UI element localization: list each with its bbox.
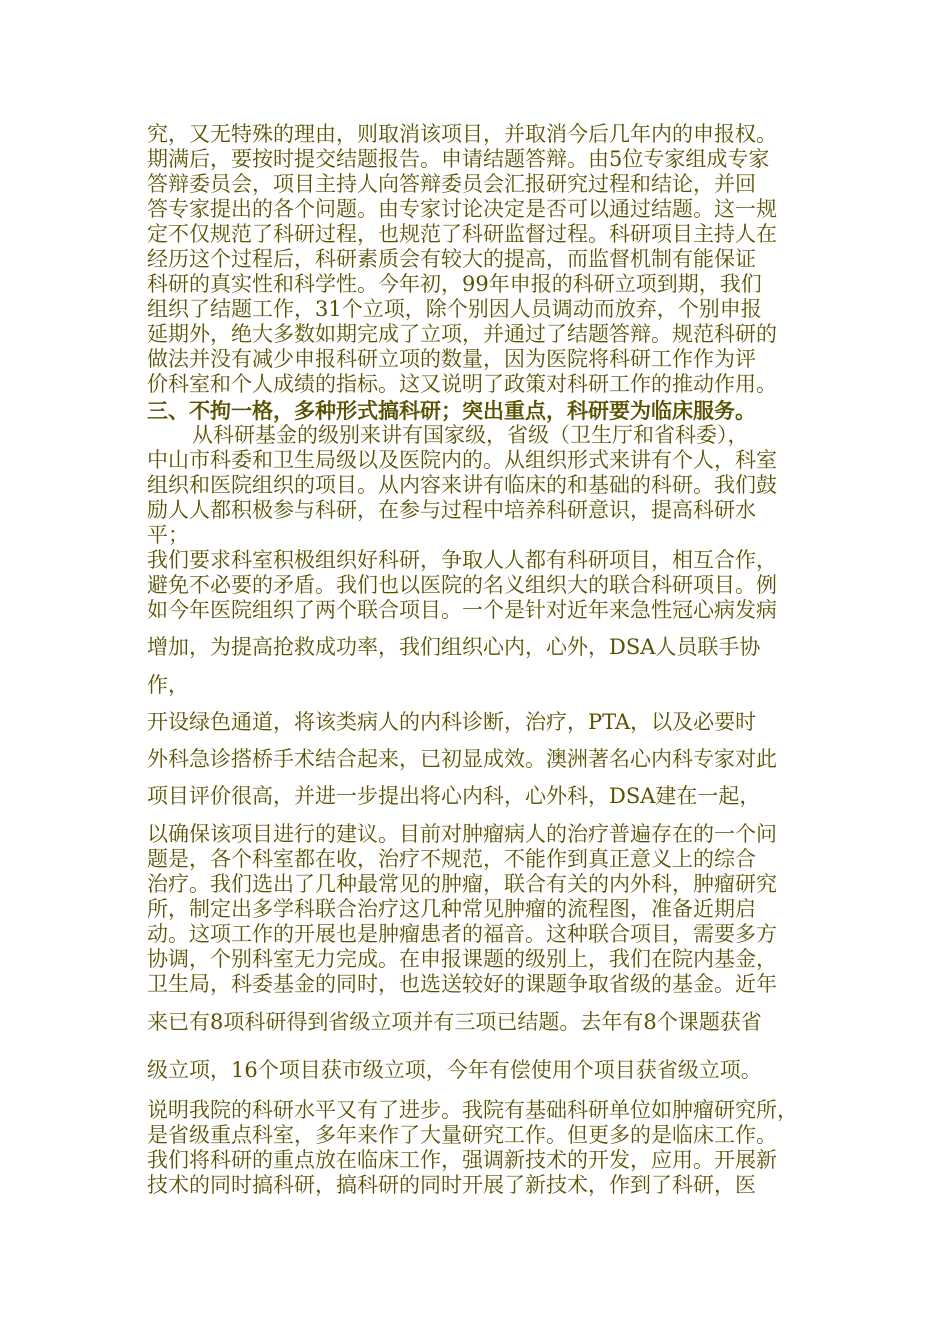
text-line: 我们要求科室积极组织好科研，争取人人都有科研项目，相互合作， — [147, 548, 777, 572]
text-line: 说明我院的科研水平又有了进步。我院有基础科研单位如肿瘤研究所， — [147, 1098, 798, 1122]
text-line: 经历这个过程后，科研素质会有较大的提高，而监督机制有能保证 — [147, 247, 756, 271]
text-line: 动。这项工作的开展也是肿瘤患者的福音。这种联合项目，需要多方 — [147, 922, 777, 946]
text-line: 来已有8项科研得到省级立项并有三项已结题。去年有8个课题获省 — [147, 1010, 762, 1034]
text-line: 作， — [147, 673, 189, 697]
text-line: 价科室和个人成绩的指标。这又说明了政策对科研工作的推动作用。 — [147, 372, 777, 396]
text-line: 增加，为提高抢救成功率，我们组织心内，心外，DSA人员联手协 — [147, 635, 761, 659]
text-line: 科研的真实性和科学性。今年初，99年申报的科研立项到期，我们 — [147, 272, 762, 296]
text-line: 延期外，绝大多数如期完成了立项，并通过了结题答辩。规范科研的 — [147, 322, 777, 346]
text-line: 协调，个别科室无力完成。在申报课题的级别上，我们在院内基金， — [147, 947, 777, 971]
text-line: 从科研基金的级别来讲有国家级，省级（卫生厅和省科委）， — [192, 423, 749, 447]
text-line: 究，又无特殊的理由，则取消该项目，并取消今后几年内的申报权。 — [147, 122, 777, 146]
text-line: 答辩委员会，项目主持人向答辩委员会汇报研究过程和结论，并回 — [147, 172, 756, 196]
text-line: 以确保该项目进行的建议。目前对肿瘤病人的治疗普遍存在的一个问 — [147, 822, 777, 846]
text-line: 做法并没有减少申报科研立项的数量，因为医院将科研工作作为评 — [147, 347, 756, 371]
text-line: 中山市科委和卫生局级以及医院内的。从组织形式来讲有个人，科室 — [147, 448, 777, 472]
text-line: 答专家提出的各个问题。由专家讨论决定是否可以通过结题。这一规 — [147, 197, 777, 221]
text-line: 所，制定出多学科联合治疗这几种常见肿瘤的流程图，准备近期启 — [147, 897, 756, 921]
text-line: 题是，各个科室都在收，治疗不规范，不能作到真正意义上的综合 — [147, 847, 756, 871]
text-line: 组织了结题工作，31个立项，除个别因人员调动而放弃，个别申报 — [147, 297, 762, 321]
text-line: 组织和医院组织的项目。从内容来讲有临床的和基础的科研。我们鼓 — [147, 473, 777, 497]
text-line: 定不仅规范了科研过程，也规范了科研监督过程。科研项目主持人在 — [147, 222, 777, 246]
text-line: 避免不必要的矛盾。我们也以医院的名义组织大的联合科研项目。例 — [147, 573, 777, 597]
section-heading: 三、不拘一格，多种形式搞科研；突出重点，科研要为临床服务。 — [147, 398, 756, 423]
text-line: 期满后，要按时提交结题报告。申请结题答辩。由5位专家组成专家 — [147, 147, 770, 171]
text-line: 我们将科研的重点放在临床工作，强调新技术的开发，应用。开展新 — [147, 1148, 777, 1172]
text-line: 开设绿色通道，将该类病人的内科诊断，治疗，PTA，以及必要时 — [147, 710, 757, 734]
text-line: 项目评价很高，并进一步提出将心内科，心外科，DSA建在一起， — [147, 784, 761, 808]
text-line: 级立项，16个项目获市级立项，今年有偿使用个项目获省级立项。 — [147, 1058, 762, 1082]
text-line: 外科急诊搭桥手术结合起来，已初显成效。澳洲著名心内科专家对此 — [147, 747, 777, 771]
text-line: 治疗。我们选出了几种最常见的肿瘤，联合有关的内外科，肿瘤研究 — [147, 872, 777, 896]
text-line: 如今年医院组织了两个联合项目。一个是针对近年来急性冠心病发病 — [147, 598, 777, 622]
text-line: 卫生局，科委基金的同时，也选送较好的课题争取省级的基金。近年 — [147, 972, 777, 996]
text-line: 励人人都积极参与科研，在参与过程中培养科研意识，提高科研水 — [147, 498, 756, 522]
text-line: 平； — [147, 523, 189, 547]
text-line: 是省级重点科室，多年来作了大量研究工作。但更多的是临床工作。 — [147, 1123, 777, 1147]
text-line: 技术的同时搞科研，搞科研的同时开展了新技术，作到了科研，医 — [147, 1173, 756, 1197]
